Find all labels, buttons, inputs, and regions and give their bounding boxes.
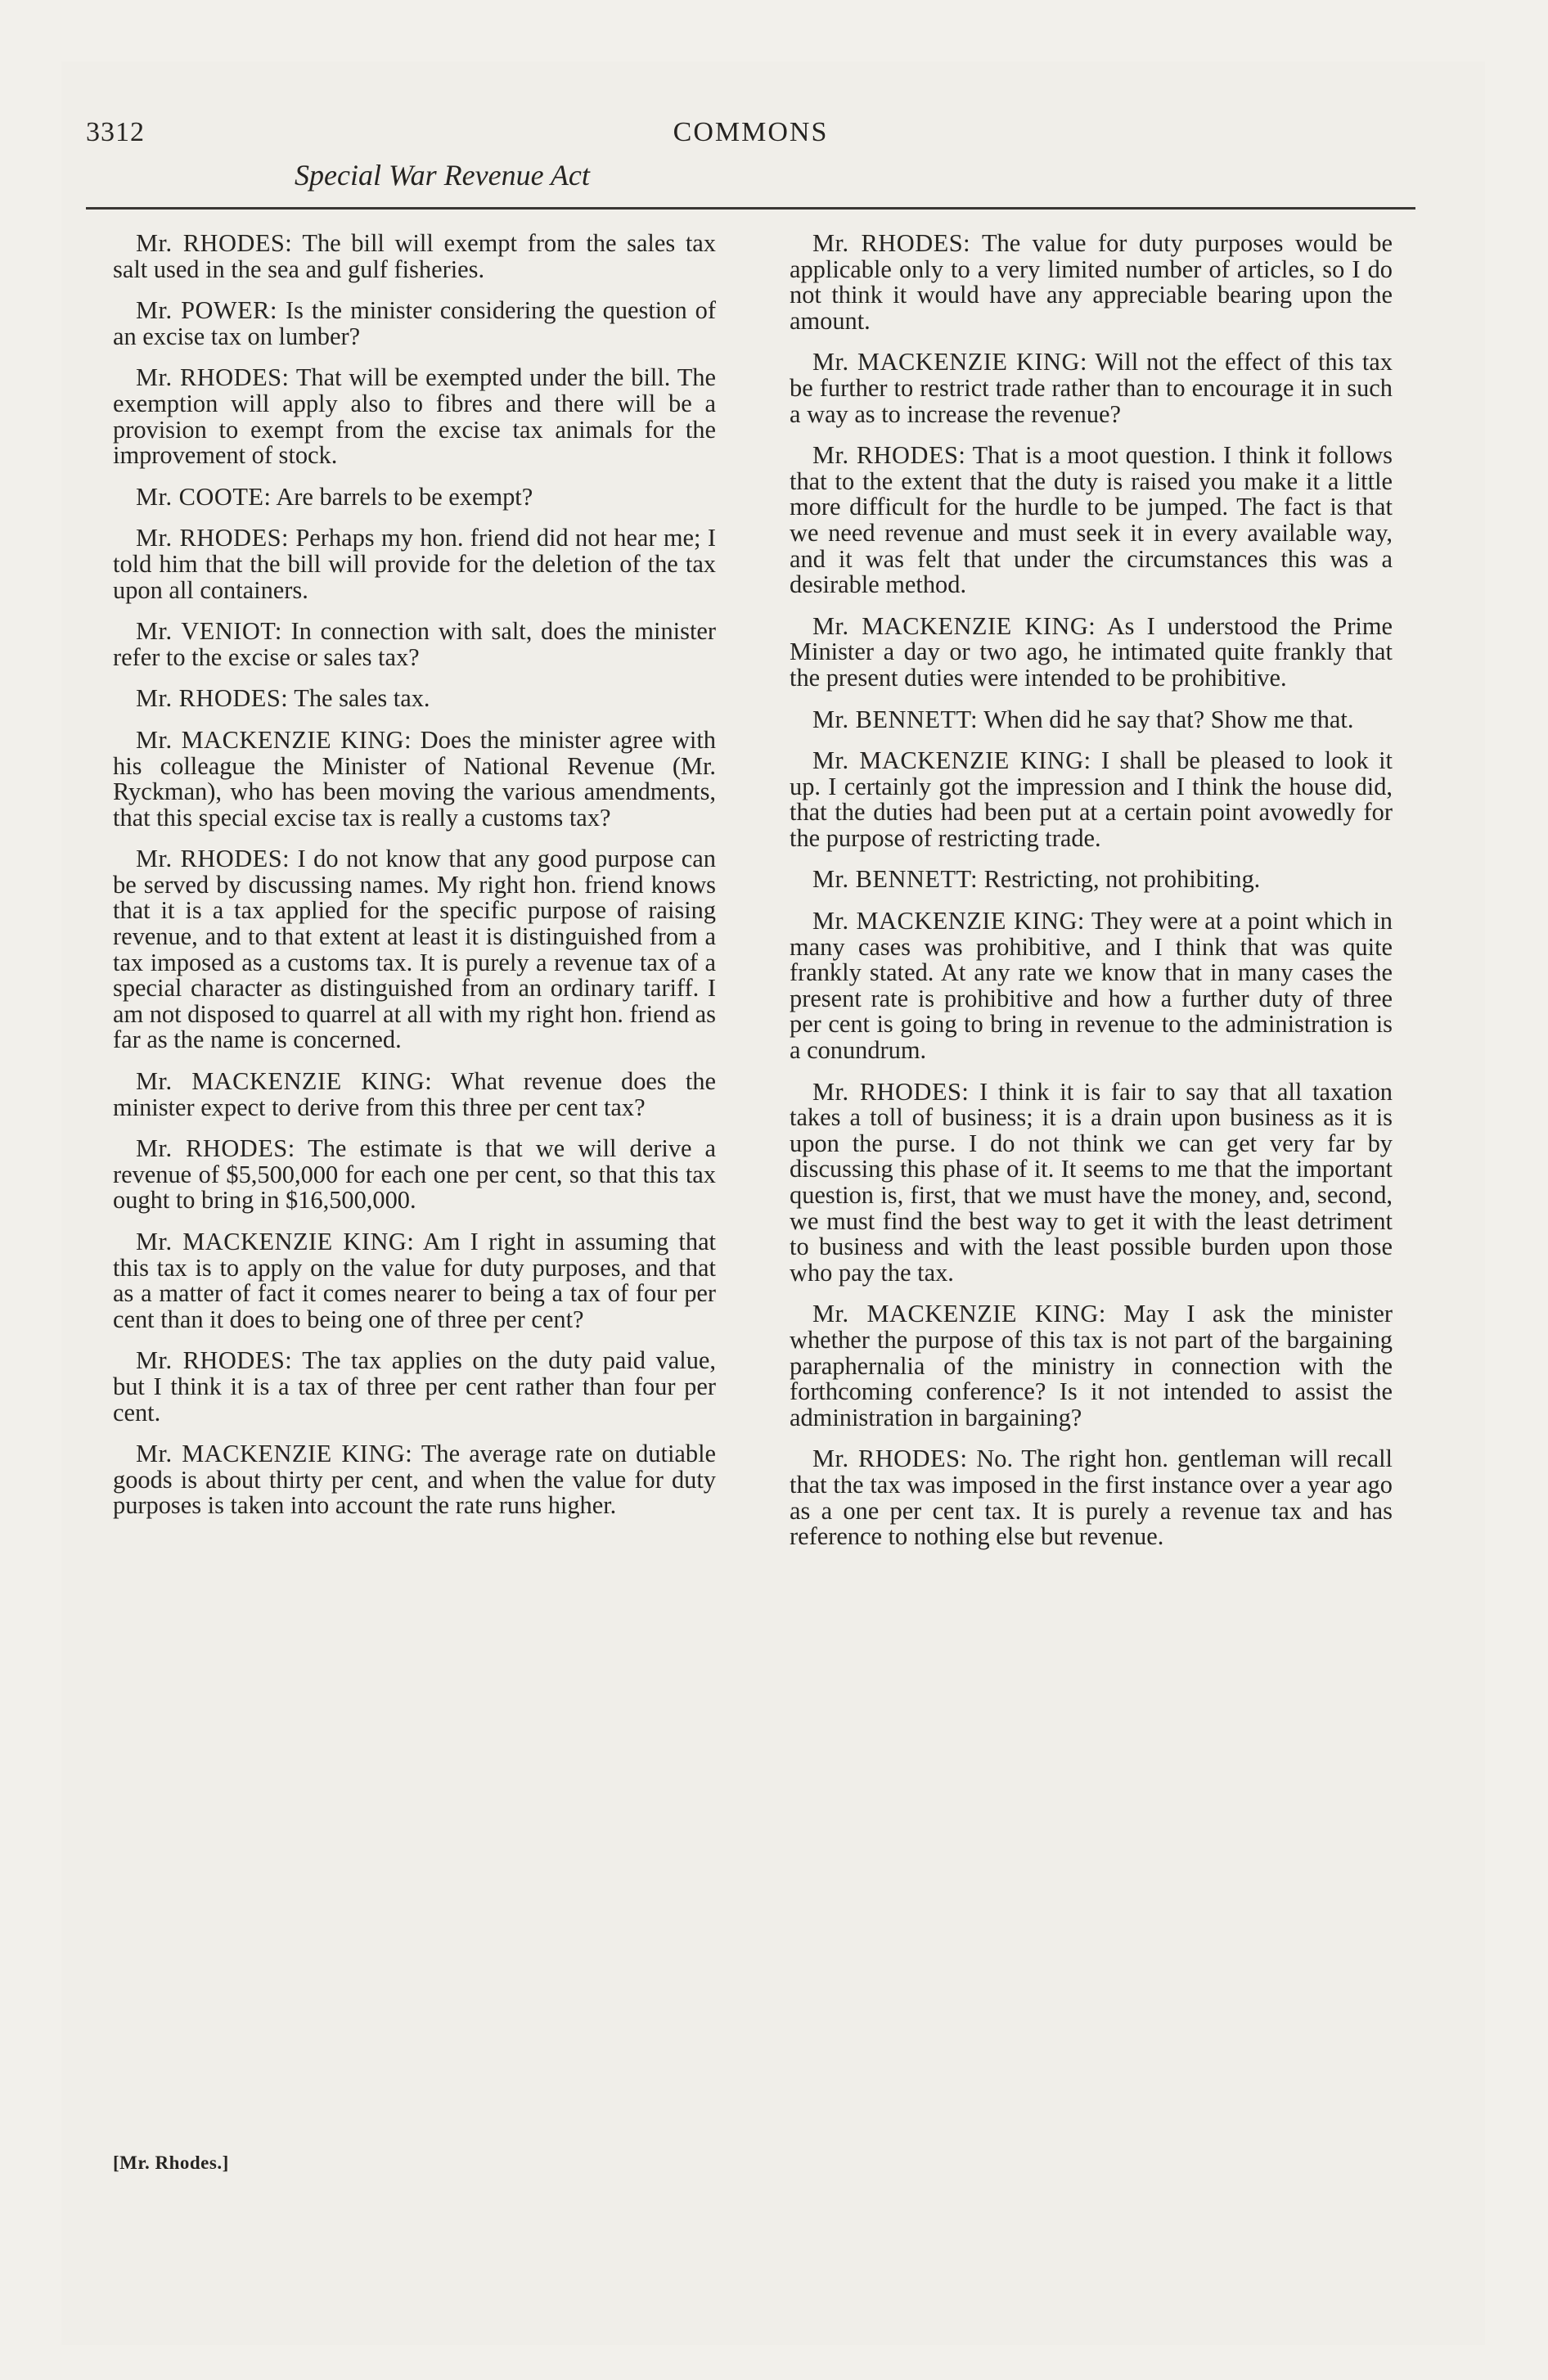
speech-text: Will not the effect of this tax be further to restrict trade rather than to encourage it in such a way as to increase the revenue? xyxy=(790,348,1393,428)
speaker-name: Mr. BENNETT: xyxy=(812,705,979,733)
speaker-name: Mr. MACKENZIE KING: xyxy=(136,1228,415,1255)
speech-paragraph xyxy=(790,707,1393,733)
speech-paragraph xyxy=(113,1229,716,1332)
speaker-name: Mr. VENIOT: xyxy=(136,617,282,646)
speech-paragraph xyxy=(790,1301,1393,1431)
speaker-name: Mr. MACKENZIE KING: xyxy=(812,907,1085,935)
speech-text: The sales tax. xyxy=(294,684,430,713)
speaker-name: Mr. RHODES: xyxy=(136,524,289,552)
speaker-name: Mr. POWER: xyxy=(136,296,277,325)
speech-text: In connection with salt, does the minister refer to the excise or sales tax? xyxy=(113,617,716,671)
speech-text: May I ask the minister whether the purpose of this tax is not part of the bargaining paraphernalia of the ministry in connection with the forthcoming conference? Is it not intended to assist the administration in bargaining? xyxy=(790,1300,1393,1431)
header-rule xyxy=(86,207,1415,210)
speech-paragraph xyxy=(113,482,716,511)
speech-text: The average rate on dutiable goods is about thirty per cent, and when the value for duty purposes is taken into account the rate runs higher. xyxy=(113,1440,716,1520)
speech-text: As I understood the Prime Minister a day or two ago, he intimated quite frankly that the present duties were intended to be prohibitive. xyxy=(790,611,1393,692)
speech-paragraph xyxy=(113,1348,716,1426)
speech-paragraph xyxy=(790,443,1393,598)
speech-paragraph xyxy=(113,1441,716,1519)
speech-text: That is a moot question. I think it follows that to the extent that the duty is raised you make it a little more difficult for the hurdle to be jumped. The fact is that we need revenue and must seek it in every available way, and it was felt that under the circumstances this was a desirable method. xyxy=(790,441,1393,599)
speech-paragraph xyxy=(790,611,1393,692)
speech-text: The bill will exempt from the sales tax salt used in the sea and gulf fisheries. xyxy=(113,229,716,283)
page-number: 3312 xyxy=(86,117,145,147)
speech-text: Restricting, not prohibiting. xyxy=(983,865,1261,894)
speaker-name: Mr. BENNETT: xyxy=(812,865,979,894)
speech-paragraph xyxy=(790,231,1393,334)
speaker-name: Mr. RHODES: xyxy=(812,441,966,470)
speaker-name: Mr. MACKENZIE KING: xyxy=(812,1300,1106,1328)
page-header xyxy=(86,70,1415,201)
speech-text: The tax applies on the duty paid value, but I think it is a tax of three per cent rather than four per cent. xyxy=(113,1346,716,1427)
speech-text: Perhaps my hon. friend did not hear me; I told him that the bill will provide for the deletion of the tax upon all containers. xyxy=(113,524,716,604)
speech-paragraph xyxy=(113,525,716,603)
speaker-name: Mr. MACKENZIE KING: xyxy=(812,746,1091,775)
speaker-name: Mr. RHODES: xyxy=(136,684,289,713)
speech-paragraph xyxy=(790,908,1393,1064)
speech-paragraph xyxy=(790,867,1393,893)
speaker-name: Mr. MACKENZIE KING: xyxy=(136,1440,413,1468)
speaker-name: Mr. RHODES: xyxy=(812,229,971,257)
speaker-name: Mr. RHODES: xyxy=(136,363,290,392)
header-title: COMMONS xyxy=(673,117,829,147)
speech-paragraph xyxy=(113,725,716,832)
speaker-name: Mr. RHODES: xyxy=(136,1346,293,1375)
speech-text: That will be exempted under the bill. The exemption will apply also to fibres and there will be a provision to exempt from the excise tax animals for the improvement of stock. xyxy=(113,363,716,470)
header-subtitle: Special War Revenue Act xyxy=(295,159,590,192)
speech-text: They were at a point which in many cases was prohibitive, and I think that was quite frankly stated. At any rate we know that in many cases the present rate is prohibitive and how a further duty of three per cent is going to bring in revenue to the administration is a conundrum. xyxy=(790,907,1393,1065)
speech-text: When did he say that? Show me that. xyxy=(983,705,1354,733)
speech-paragraph xyxy=(790,349,1393,427)
speaker-name: Mr. RHODES: xyxy=(136,229,293,257)
speaker-name: Mr. MACKENZIE KING: xyxy=(136,1067,433,1096)
speaker-name: Mr. MACKENZIE KING: xyxy=(812,611,1096,640)
speech-text: What revenue does the minister expect to derive from this three per cent tax? xyxy=(113,1067,716,1121)
footer-note: [Mr. Rhodes.] xyxy=(113,2152,229,2173)
speaker-name: Mr. RHODES: xyxy=(136,845,290,873)
speech-text: Am I right in assuming that this tax is to apply on the value for duty purposes, and that as a matter of fact it comes nearer to being a tax of four per cent than it does to being one of three per cent? xyxy=(113,1228,716,1333)
speech-paragraph xyxy=(113,298,716,349)
speech-paragraph xyxy=(113,619,716,670)
speech-text: Are barrels to be exempt? xyxy=(276,482,533,511)
speech-text: I shall be pleased to look it up. I certainly got the impression and I think the house did, that the duties had been put at a certain point avowedly for the purpose of restricting trade. xyxy=(790,746,1393,852)
speech-paragraph xyxy=(790,1446,1393,1549)
speech-paragraph xyxy=(790,748,1393,851)
speaker-name: Mr. MACKENZIE KING: xyxy=(812,348,1087,376)
speaker-name: Mr. RHODES: xyxy=(812,1445,968,1473)
speech-text: No. The right hon. gentleman will recall that the tax was imposed in the first instance over a year ago as a one per cent tax. It is purely a revenue tax and has reference to nothing else but revenue. xyxy=(790,1445,1393,1551)
speech-text: Is the minister considering the question of an excise tax on lumber? xyxy=(113,296,716,350)
left-column xyxy=(113,231,716,1535)
speaker-name: Mr. COOTE: xyxy=(136,482,272,511)
speaker-name: Mr. MACKENZIE KING: xyxy=(136,725,412,754)
speech-paragraph xyxy=(113,231,716,282)
speech-paragraph xyxy=(113,1069,716,1120)
right-column xyxy=(790,231,1393,1566)
speech-paragraph xyxy=(790,1077,1393,1287)
speaker-name: Mr. RHODES: xyxy=(812,1077,970,1106)
speech-text: The estimate is that we will derive a revenue of $5,500,000 for each one per cent, so that this tax ought to bring in $16,500,000. xyxy=(113,1134,716,1215)
speaker-name: Mr. RHODES: xyxy=(136,1134,295,1163)
speech-paragraph xyxy=(113,846,716,1053)
speech-paragraph xyxy=(113,1136,716,1214)
speech-text: The value for duty purposes would be applicable only to a very limited number of articles, so I do not think it would have any appreciable bearing upon the amount. xyxy=(790,229,1393,335)
speech-paragraph xyxy=(113,365,716,468)
speech-text: I do not know that any good purpose can be served by discussing names. My right hon. friend knows that it is a tax applied for the specific purpose of raising revenue, and to that extent at least it is distinguished from a tax imposed as a customs tax. It is purely a revenue tax of a special character as distinguished from an ordinary tariff. I am not disposed to quarrel at all with my right hon. friend as far as the name is concerned. xyxy=(113,845,716,1054)
speech-text: Does the minister agree with his colleague the Minister of National Revenue (Mr. Ryckman), who has been moving the various amendments, that this special excise tax is really a customs tax? xyxy=(113,725,716,832)
speech-text: I think it is fair to say that all taxation takes a toll of business; it is a drain upon business as it is upon the purse. I do not think we can get very far by discussing this phase of it. It seems to me that the important question is, first, that we must have the money, and, second, we must find the best way to get it with the least detriment to business and with the least possible burden upon those who pay the tax. xyxy=(790,1077,1393,1287)
speech-paragraph xyxy=(113,686,716,712)
